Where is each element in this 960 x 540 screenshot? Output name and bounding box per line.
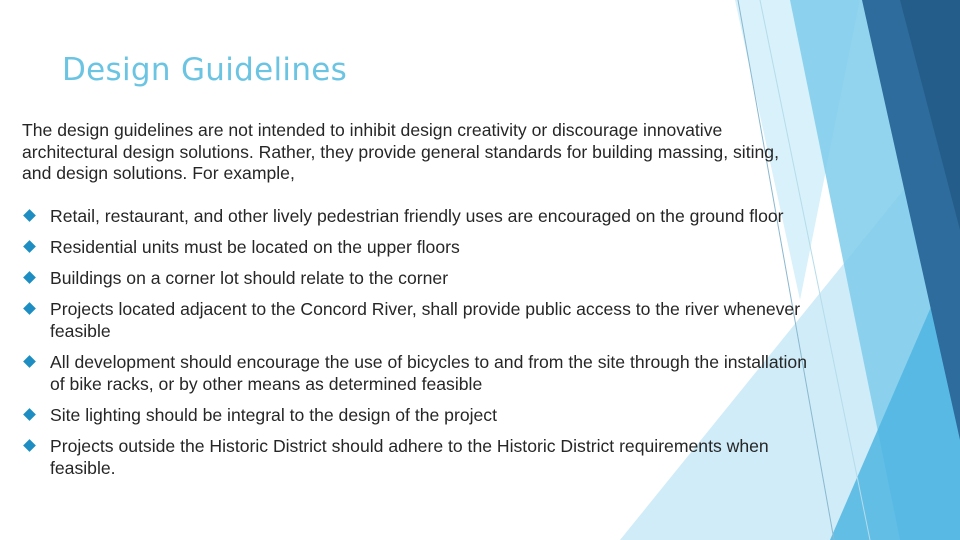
bullet-text: Projects outside the Historic District should adhere to the Historic District requirements when feasible. bbox=[50, 436, 769, 478]
diamond-bullet-icon bbox=[23, 209, 36, 222]
bullet-text: Residential units must be located on the upper floors bbox=[50, 237, 460, 257]
bullet-text: Site lighting should be integral to the design of the project bbox=[50, 405, 497, 425]
list-item bbox=[22, 298, 822, 342]
list-item bbox=[22, 435, 822, 479]
diamond-bullet-icon bbox=[23, 302, 36, 315]
list-item bbox=[22, 351, 822, 395]
bullet-text: Buildings on a corner lot should relate to the corner bbox=[50, 268, 449, 288]
guideline-bullet-list bbox=[22, 205, 822, 488]
list-item bbox=[22, 267, 822, 289]
diamond-bullet-icon bbox=[23, 271, 36, 284]
bullet-text: Projects located adjacent to the Concord River, shall provide public access to the river whenever feasible bbox=[50, 299, 801, 341]
diamond-bullet-icon bbox=[23, 240, 36, 253]
list-item bbox=[22, 404, 822, 426]
intro-paragraph: The design guidelines are not intended to inhibit design creativity or discourage innovative architectural design solutions. Rather, they provide general standards for building massing, siting, and design solutions. For example, bbox=[22, 120, 779, 183]
bullet-text: Retail, restaurant, and other lively pedestrian friendly uses are encouraged on the ground floor bbox=[50, 206, 784, 226]
diamond-bullet-icon bbox=[23, 355, 36, 368]
slide-title: Design Guidelines bbox=[62, 52, 348, 88]
list-item bbox=[22, 205, 822, 227]
bullet-text: All development should encourage the use of bicycles to and from the site through the installation of bike racks, or by other means as determined feasible bbox=[50, 352, 807, 394]
diamond-bullet-icon bbox=[23, 439, 36, 452]
diamond-bullet-icon bbox=[23, 408, 36, 421]
list-item bbox=[22, 236, 822, 258]
